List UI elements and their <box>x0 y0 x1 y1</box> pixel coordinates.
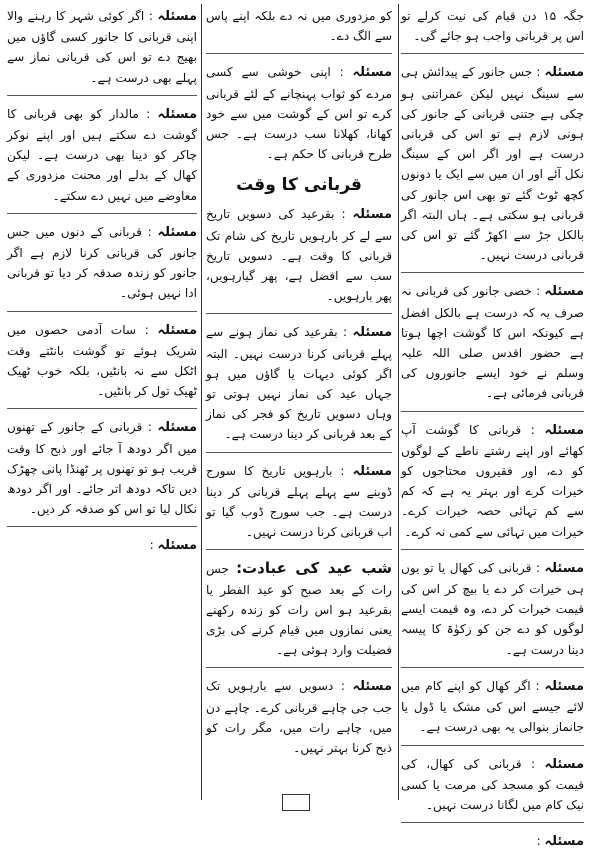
paragraph: مسئلہ : <box>149 538 197 554</box>
paragraph: مسئلہ : بارہویں تاریخ کا سورج ڈوبنے سے پہلے پہلے قربانی کر دینا درست ہے۔ جب سورج ڈوب گیا تو اب قربانی کرنا درست نہیں۔ <box>206 463 392 540</box>
paragraph-text: قربانی کے جانور کے تھنوں میں اگر دودھ آ جائے اور ذبح کا وقت قریب ہو تو تھنوں پر ٹھنڈا پانی چھڑک دیں تاکہ دودھ اتر جائے۔ اور اگر دودھ نکال لیا تو اس کو صدقہ کر دیں۔ <box>7 420 197 517</box>
masala-label: مسئلہ <box>157 322 197 338</box>
paragraph-separator <box>401 53 584 54</box>
paragraph-text: جس رات کے بعد صبح کو عید الفطر یا بقرعید ہو اس رات کو زندہ رکھنے یعنی نمازوں میں قیام کرنے کی بڑی فضیلت وارد ہوئی ہے۔ <box>206 562 392 658</box>
paragraph-text: جس جانور کے پیدائش ہی سے سینگ نہیں لیکن عمراتنی ہو چکی ہے جتنی قربانی کے جانور کی ہونی لازم ہے تو اس کی قربانی درست ہے اور اگر اس کے سینگ نکل آئے اور ان میں سے ایک یا دونوں کچھ ٹوٹ گئے تو بھی اس جانور کی قربانی ہو سکتی ہے۔ ہاں البتہ اگر بالکل جڑ سے اکھڑ گئے تو اس کی قربانی درست نہیں۔ <box>401 65 584 263</box>
paragraph: مسئلہ : قربانی کی کھال، کی قیمت کو مسجد کی مرمت یا کسی نیک کام میں لگانا درست نہیں۔ <box>401 756 584 812</box>
paragraph-text: بقرعید کی نماز ہونے سے پہلے قربانی کرنا درست نہیں۔ البتہ اگر کوئی دیہات یا گاؤں میں ہو جہاں عید کی نماز نہیں ہوتی تو وہاں دسویں تاریخ کو فجر کی نماز کے بعد قربانی کر دینا درست ہے۔ <box>206 325 392 442</box>
paragraph: مسئلہ : مالدار کو بھی قربانی کا گوشت دے سکتے ہیں اور اپنے نوکر چاکر کو دینا بھی درست ہے۔ لیکن کھال کے بدلے اور محنت مزدوری کے معاوضے میں نہیں دے سکتے۔ <box>7 106 197 203</box>
masala-label: مسئلہ <box>157 538 197 554</box>
run-in-heading: شب عید کی عبادت: <box>236 559 392 578</box>
paragraph-separator <box>401 411 584 412</box>
masala-label: مسئلہ <box>352 207 392 223</box>
paragraph-separator <box>206 313 392 314</box>
paragraph: مسئلہ : <box>536 834 584 850</box>
text-column-right <box>401 6 585 850</box>
masala-label: مسئلہ <box>544 560 584 576</box>
paragraph: مسئلہ : قربانی کے دنوں میں جس جانور کی قربانی کرنا لازم ہے اگر جانور کو زندہ صدقہ کر دیا تو قربانی ادا نہیں ہوئی۔ <box>7 224 197 301</box>
section-heading: قربانی کا وقت <box>236 175 362 196</box>
paragraph-text: مالدار کو بھی قربانی کا گوشت دے سکتے ہیں اور اپنے نوکر چاکر کو دینا بھی درست ہے۔ لیکن کھال کے بدلے اور محنت مزدوری کے معاوضے میں نہیں دے سکتے۔ <box>7 106 197 203</box>
paragraph-separator <box>7 526 197 527</box>
masala-label: مسئلہ <box>157 420 197 436</box>
column-divider <box>201 4 202 800</box>
masala-label: مسئلہ <box>544 422 585 438</box>
masala-label: مسئلہ <box>544 65 584 81</box>
paragraph-text: خصی جانور کی قربانی نہ صرف یہ کہ درست ہے بالکل افضل ہے کیونکہ اس کا گوشت اچھا ہوتا ہے حضور اقدس صلی اللہ علیہ وسلم نے خود ایسے جانوروں کی قربانی فرمائی ہے۔ <box>401 284 584 401</box>
paragraph <box>206 6 392 46</box>
masala-label: مسئلہ <box>157 224 197 240</box>
paragraph-text: قربانی کی کھال، کی قیمت کو مسجد کی مرمت یا کسی نیک کام میں لگانا درست نہیں۔ <box>401 756 584 812</box>
paragraph-separator <box>401 822 584 823</box>
paragraph-text: دسویں سے بارہویں تک جب جی چاہے قربانی کرے۔ چاہے دن میں، چاہے رات میں، مگر رات کو ذبح کرنا بہتر نہیں۔ <box>206 679 392 756</box>
paragraph-text: بارہویں تاریخ کا سورج ڈوبنے سے پہلے پہلے قربانی کر دینا درست ہے۔ جب سورج ڈوب گیا تو اب قربانی کرنا درست نہیں۔ <box>206 463 392 540</box>
paragraph: مسئلہ : قربانی کے جانور کے تھنوں میں اگر دودھ آ جائے اور ذبح کا وقت قریب ہو تو تھنوں پر ٹھنڈا پانی چھڑک دیں تاکہ دودھ اتر جائے۔ اور اگر دودھ نکال لیا تو اس کو صدقہ کر دیں۔ <box>7 420 197 517</box>
paragraph: مسئلہ : اپنی خوشی سے کسی مردے کو ثواب پہنچانے کے لئے قربانی کرے تو اس کے گوشت میں سے خود کھانا، کھلانا سب درست ہے۔ جس طرح قربانی کا حکم ہے۔ <box>206 65 392 162</box>
masala-label: مسئلہ <box>544 834 584 850</box>
paragraph-separator <box>7 408 197 409</box>
paragraph-text: سات آدمی حصوں میں شریک ہوئے تو گوشت بانٹتے وقت اٹکل سے نہ بانٹیں، بلکہ خوب ٹھیک ٹھیک تول کر بانٹیں۔ <box>7 322 197 399</box>
paragraph-separator <box>7 213 197 214</box>
paragraph-separator <box>401 272 584 273</box>
paragraph: مسئلہ : دسویں سے بارہویں تک جب جی چاہے قربانی کرے۔ چاہے دن میں، چاہے رات میں، مگر رات کو ذبح کرنا بہتر نہیں۔ <box>206 679 393 756</box>
paragraph-separator <box>401 667 584 668</box>
paragraph-text: بقرعید کی دسویں تاریخ سے لے کر بارہویں تاریخ کی شام تک قربانی کا وقت ہے۔ دسویں تاریخ سب سے افضل ہے، پھر گیارہویں، پھر بارہویں۔ <box>206 207 392 304</box>
masala-label: مسئلہ <box>352 325 392 341</box>
paragraph-text: قربانی کی کھال یا تو یوں ہی خیرات کر دے یا بیچ کر اس کی قیمت خیرات کر دے، وہ قیمت ایسے لوگوں کو دے جن کو زکوٰۃ کا پیسہ دینا درست ہے۔ <box>401 560 584 657</box>
masala-label: مسئلہ <box>157 106 197 122</box>
paragraph-text: اگر کوئی شہر کا رہنے والا اپنی قربانی کا جانور کسی گاؤں میں بھیج دے تو اس کی قربانی نماز سے پہلے بھی درست ہے۔ <box>7 9 197 85</box>
paragraph: مسئلہ : جس جانور کے پیدائش ہی سے سینگ نہیں لیکن عمراتنی ہو چکی ہے جتنی قربانی کے جانور کی ہونی لازم ہے تو اس کی قربانی درست ہے اور اگر اس کے سینگ نکل آئے اور ان میں سے ایک یا دونوں کچھ ٹوٹ گئے تو بھی اس جانور کی قربانی ہو سکتی ہے۔ ہاں البتہ اگر بالکل جڑ سے اکھڑ گئے تو اس کی قربانی درست نہیں۔ <box>401 65 584 263</box>
paragraph-separator <box>7 311 197 312</box>
paragraph-separator <box>206 549 392 550</box>
paragraph-text: قربانی کے دنوں میں جس جانور کی قربانی کرنا لازم ہے اگر جانور کو زندہ صدقہ کر دیا تو قربانی ادا نہیں ہوئی۔ <box>7 224 197 301</box>
paragraph: مسئلہ : بقرعید کی دسویں تاریخ سے لے کر بارہویں تاریخ کی شام تک قربانی کا وقت ہے۔ دسویں تاریخ سب سے افضل ہے، پھر گیارہویں، پھر بارہویں۔ <box>206 207 392 304</box>
paragraph: مسئلہ : اگر کوئی شہر کا رہنے والا اپنی قربانی کا جانور کسی گاؤں میں بھیج دے تو اس کی قربانی نماز سے پہلے بھی درست ہے۔ <box>7 9 198 85</box>
paragraph: مسئلہ : بقرعید کی نماز ہونے سے پہلے قربانی کرنا درست نہیں۔ البتہ اگر کوئی دیہات یا گاؤں میں ہو جہاں عید کی نماز نہیں ہوتی تو وہاں دسویں تاریخ کو فجر کی نماز کے بعد قربانی کر دینا درست ہے۔ <box>206 325 392 442</box>
paragraph-separator <box>206 452 392 453</box>
paragraph-text: قربانی کا گوشت آپ کھائے اور اپنے رشتے ناطے کے لوگوں کو دے، اور فقیروں محتاجوں کو خیرات کرے اور بہتر یہ ہے کہ کم سے کم تہائی حصہ خیرات کرے۔ خیرات میں تہائی سے کمی نہ کرے۔ <box>401 422 584 539</box>
paragraph-separator <box>206 53 392 54</box>
page-number <box>282 794 310 811</box>
masala-label: مسئلہ <box>352 679 393 695</box>
paragraph-text: اگر کھال کو اپنے کام میں لائے جیسے اس کی مشک یا ڈول یا جانماز بنوالی یہ بھی درست ہے۔ <box>401 678 584 735</box>
masala-label: مسئلہ <box>157 9 198 24</box>
paragraph: مسئلہ : خصی جانور کی قربانی نہ صرف یہ کہ درست ہے بالکل افضل ہے کیونکہ اس کا گوشت اچھا ہوتا ہے حضور اقدس صلی اللہ علیہ وسلم نے خود ایسے جانوروں کی قربانی فرمائی ہے۔ <box>401 284 584 401</box>
paragraph-separator <box>401 745 584 746</box>
paragraph <box>206 558 392 660</box>
paragraph-separator <box>401 549 584 550</box>
paragraph-text: اپنی خوشی سے کسی مردے کو ثواب پہنچانے کے لئے قربانی کرے تو اس کے گوشت میں سے خود کھانا، کھلانا سب درست ہے۔ جس طرح قربانی کا حکم ہے۔ <box>206 65 392 162</box>
text-column-left <box>7 6 197 798</box>
paragraph-separator <box>7 95 197 96</box>
paragraph-text: کو مزدوری میں نہ دے بلکہ اپنے پاس سے الگ دے۔ <box>206 9 392 44</box>
paragraph-separator <box>206 667 392 668</box>
column-divider <box>398 4 399 800</box>
masala-label: مسئلہ <box>352 65 392 81</box>
paragraph: مسئلہ : سات آدمی حصوں میں شریک ہوئے تو گوشت بانٹتے وقت اٹکل سے نہ بانٹیں، بلکہ خوب ٹھیک ٹھیک تول کر بانٹیں۔ <box>7 322 197 399</box>
masala-label: مسئلہ <box>352 463 392 479</box>
paragraph: مسئلہ : قربانی کا گوشت آپ کھائے اور اپنے رشتے ناطے کے لوگوں کو دے، اور فقیروں محتاجوں کو خیرات کرے اور بہتر یہ ہے کہ کم سے کم تہائی حصہ خیرات کرے۔ خیرات میں تہائی سے کمی نہ کرے۔ <box>401 422 585 539</box>
paragraph <box>401 6 584 46</box>
masala-label: مسئلہ <box>544 284 584 300</box>
paragraph: مسئلہ : اگر کھال کو اپنے کام میں لائے جیسے اس کی مشک یا ڈول یا جانماز بنوالی یہ بھی درست ہے۔ <box>401 678 584 735</box>
text-column-middle <box>206 6 392 798</box>
paragraph: مسئلہ : قربانی کی کھال یا تو یوں ہی خیرات کر دے یا بیچ کر اس کی قیمت خیرات کر دے، وہ قیمت ایسے لوگوں کو دے جن کو زکوٰۃ کا پیسہ دینا درست ہے۔ <box>401 560 584 657</box>
paragraph-text: جگہ ۱۵ دن قیام کی نیت کرلے تو اس پر قربانی واجب ہو جائے گی۔ <box>401 9 585 44</box>
masala-label: مسئلہ <box>544 756 584 772</box>
masala-label: مسئلہ <box>544 678 584 694</box>
